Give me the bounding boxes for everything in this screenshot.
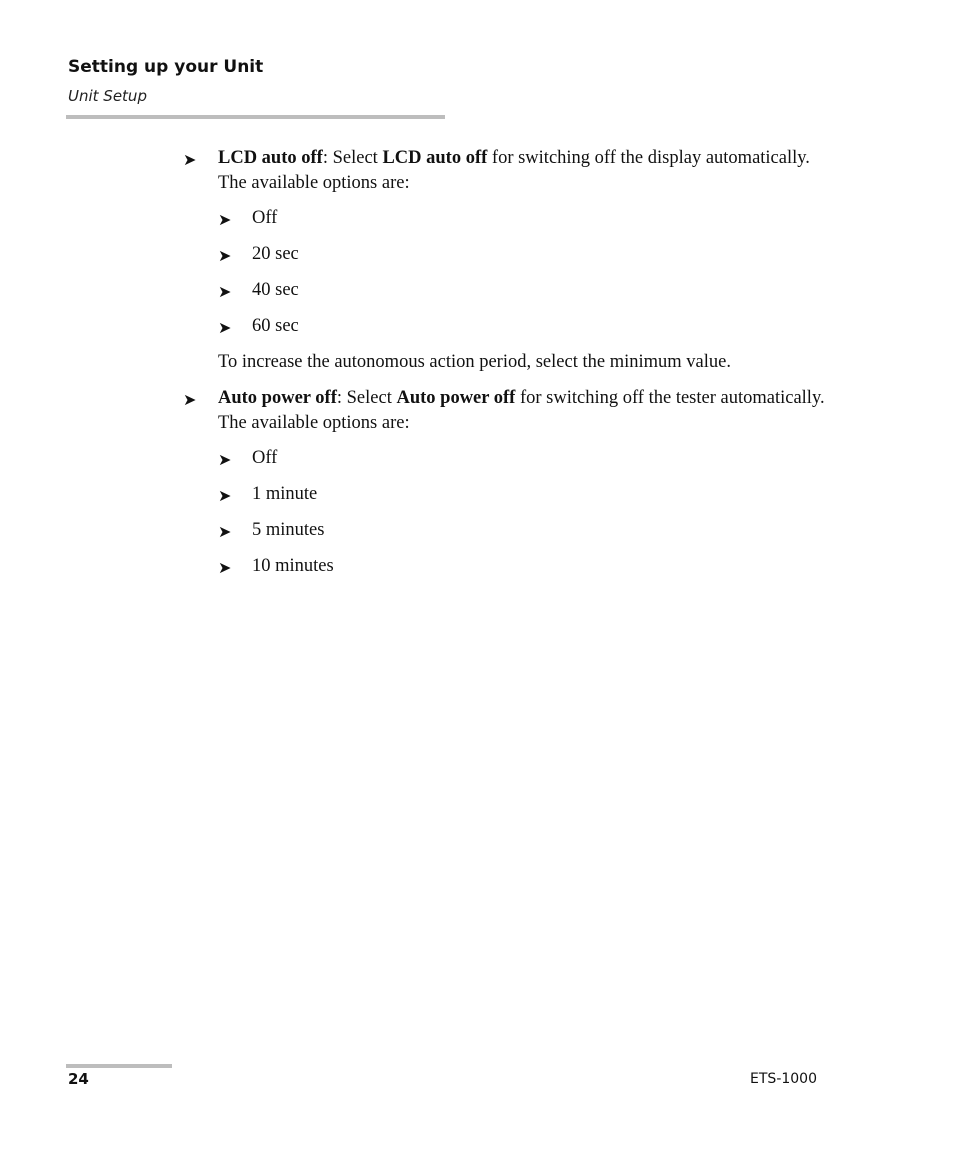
term-label: Auto power off (396, 388, 516, 408)
page-number: 24 (68, 1070, 89, 1088)
option-item (218, 278, 833, 303)
option-label: Off (252, 448, 278, 468)
text-segment: : Select (336, 388, 397, 408)
arrow-bullet-icon: ➤ (218, 450, 232, 469)
arrow-bullet-icon: ➤ (218, 486, 232, 505)
term-label: LCD auto off (218, 148, 323, 168)
option-label: 5 minutes (252, 520, 325, 540)
main-content (183, 146, 833, 590)
option-item (218, 518, 833, 543)
options-list (218, 206, 833, 339)
list-item-text (218, 386, 833, 436)
section-subtitle: Unit Setup (68, 87, 147, 105)
arrow-bullet-icon: ➤ (218, 246, 232, 265)
list-item-text (218, 146, 833, 196)
option-item (218, 554, 833, 579)
arrow-bullet-icon: ➤ (218, 522, 232, 541)
text-segment: : Select (322, 148, 383, 168)
option-item (218, 206, 833, 231)
arrow-bullet-icon: ➤ (183, 390, 197, 409)
option-item (218, 446, 833, 471)
text-segment: for switching off the tester automatically. The available options are: (218, 388, 825, 433)
arrow-bullet-icon: ➤ (218, 558, 232, 577)
option-label: 20 sec (252, 244, 299, 264)
chapter-title: Setting up your Unit (68, 57, 264, 77)
footer-divider (66, 1064, 172, 1068)
option-item (218, 242, 833, 267)
option-label: 10 minutes (252, 556, 334, 576)
term-label: LCD auto off (382, 148, 488, 168)
arrow-bullet-icon: ➤ (218, 318, 232, 337)
note-text: To increase the autonomous action period, select the minimum value. (218, 352, 731, 372)
header-divider (66, 115, 445, 119)
list-item-lcd-auto-off (183, 146, 833, 375)
arrow-bullet-icon: ➤ (218, 282, 232, 301)
text-segment: for switching off the display automatically. The available options are: (218, 148, 810, 193)
option-label: 1 minute (252, 484, 318, 504)
arrow-bullet-icon: ➤ (218, 210, 232, 229)
options-list (218, 446, 833, 579)
product-name: ETS-1000 (750, 1071, 817, 1087)
arrow-bullet-icon: ➤ (183, 150, 197, 169)
list-item-auto-power-off (183, 386, 833, 579)
term-label: Auto power off (218, 388, 337, 408)
option-label: Off (252, 208, 278, 228)
option-item (218, 482, 833, 507)
option-label: 40 sec (252, 280, 299, 300)
option-item (218, 314, 833, 339)
option-label: 60 sec (252, 316, 299, 336)
